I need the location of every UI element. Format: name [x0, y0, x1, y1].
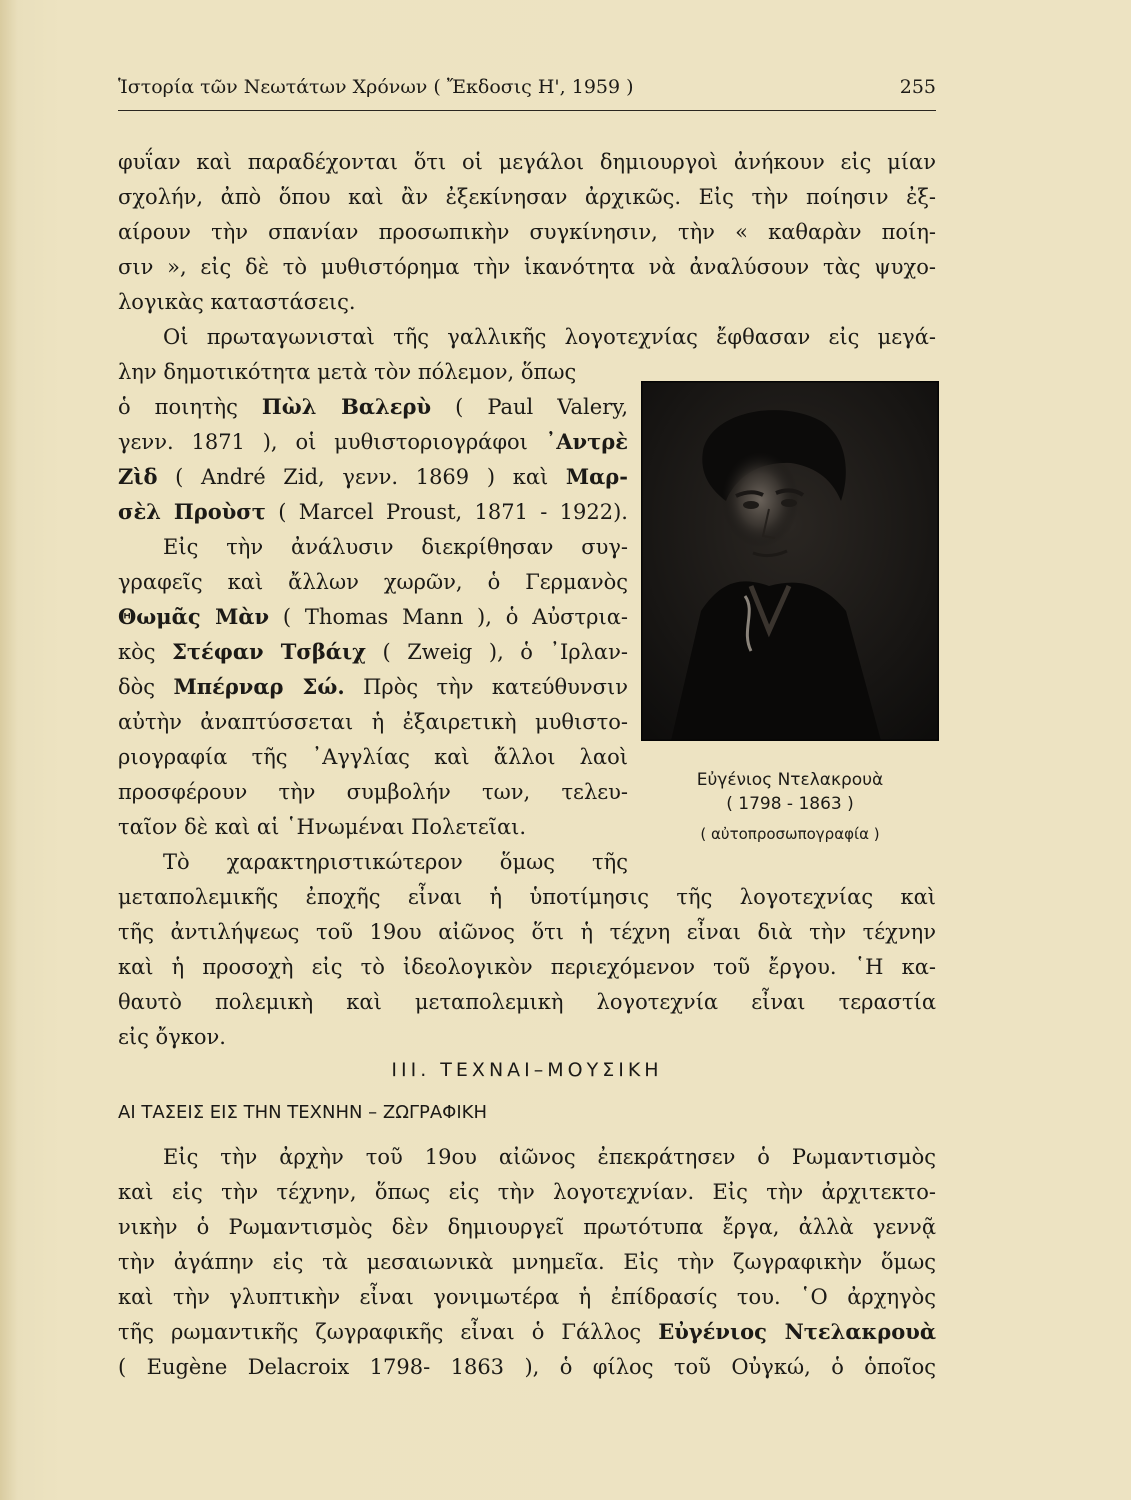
- text-line: γραφεῖς καὶ ἄλλων χωρῶν, ὁ Γερμανὸς: [118, 570, 628, 594]
- text-line: σχολήν, ἀπὸ ὅπου καὶ ἂν ἐξεκίνησαν ἀρχικῶς. Εἰς τὴν ποίησιν ἐξ-: [118, 185, 936, 209]
- text-line: ( Eugène Delacroix 1798- 1863 ), ὁ φίλος τοῦ Οὐγκώ, ὁ ὁποῖος: [118, 1355, 936, 1379]
- text-line: εἰς ὄγκον.: [118, 1025, 226, 1049]
- text-line: τῆς ἀντιλήψεως τοῦ 19ου αἰῶνος ὅτι ἡ τέχνη εἶναι διὰ τὴν τέχνην: [118, 920, 936, 944]
- name-zweig: Στέφαν Τσβάιχ: [172, 639, 366, 664]
- text-line: νικὴν ὁ Ρωμαντισμὸς δὲν δημιουργεῖ πρωτότυπα ἔργα, ἀλλὰ γεννᾷ: [118, 1215, 936, 1239]
- text-line: κὸς Στέφαν Τσβάιχ ( Zweig ), ὁ ᾿Ιρλαν-: [118, 639, 628, 664]
- page-number: 255: [899, 76, 936, 98]
- text-line: μεταπολεμικῆς ἐποχῆς εἶναι ἡ ὑποτίμησις τῆς λογοτεχνίας καὶ: [118, 885, 936, 909]
- text-line: Εἰς τὴν ἀρχὴν τοῦ 19ου αἰῶνος ἐπεκράτησεν ὁ Ρωμαντισμὸς: [163, 1145, 936, 1169]
- text-line: σὲλ Προὺστ ( Marcel Proust, 1871 - 1922).: [118, 499, 628, 524]
- section-subheading: ΑΙ ΤΑΣΕΙΣ ΕΙΣ ΤΗΝ ΤΕΧΝΗΝ – ΖΩΓΡΑΦΙΚΗ: [118, 1102, 487, 1123]
- name-delacroix: Εὐγένιος Ντελακρουὰ: [658, 1319, 936, 1344]
- text-line: αίρουν τὴν σπανίαν προσωπικὴν συγκίνησιν, τὴν « καθαρὰν ποίη-: [118, 220, 936, 244]
- caption-dates: ( 1798 - 1863 ): [726, 794, 854, 814]
- name-mann: Θωμᾶς Μὰν: [118, 604, 270, 629]
- text-line: Τὸ χαρακτηριστικώτερον ὅμως τῆς: [163, 850, 628, 874]
- running-title: Ἱστορία τῶν Νεωτάτων Χρόνων ( Ἔκδοσις Η', 1959 ): [118, 76, 634, 98]
- text-line: τῆς ρωμαντικῆς ζωγραφικῆς εἶναι ὁ Γάλλος Εὐγένιος Ντελακρουὰ: [118, 1319, 936, 1344]
- name-shaw: Μπέρναρ Σώ.: [173, 674, 345, 699]
- text-line: τὴν ἀγάπην εἰς τὰ μεσαιωνικὰ μνημεῖα. Εἰς τὴν ζωγραφικὴν ὅμως: [118, 1250, 936, 1274]
- text-line: φυΐαν καὶ παραδέχονται ὅτι οἱ μεγάλοι δημιουργοὶ ἀνήκουν εἰς μίαν: [118, 150, 936, 174]
- text-line: Οἱ πρωταγωνισταὶ τῆς γαλλικῆς λογοτεχνίας ἔφθασαν εἰς μεγά-: [163, 325, 936, 349]
- text-line: λογικὰς καταστάσεις.: [118, 290, 356, 314]
- name-valery: Πὼλ Βαλερὺ: [261, 394, 432, 419]
- caption-name: Εὐγένιος Ντελακρουὰ: [696, 770, 884, 790]
- caption-note: ( αὐτοπροσωπογραφία ): [700, 825, 880, 843]
- text-line: καὶ τὴν γλυπτικὴν εἶναι γονιμωτέρα ἡ ἐπίδρασίς του. ῾Ο ἀρχηγὸς: [118, 1285, 936, 1309]
- text-line: καὶ ἡ προσοχὴ εἰς τὸ ἰδεολογικὸν περιεχόμενον τοῦ ἔργου. ῾Η κα-: [118, 955, 936, 979]
- text-line: σιν », εἰς δὲ τὸ μυθιστόρημα τὴν ἱκανότητα νὰ ἀναλύσουν τὰς ψυχο-: [118, 255, 936, 279]
- header-rule: [118, 110, 936, 111]
- text-line: ριογραφία τῆς ᾿Αγγλίας καὶ ἄλλοι λαοὶ: [118, 745, 628, 769]
- text-line: λην δημοτικότητα μετὰ τὸν πόλεμον, ὅπως: [118, 360, 577, 384]
- text-line: καὶ εἰς τὴν τέχνην, ὅπως εἰς τὴν λογοτεχνίαν. Εἰς τὴν ἀρχιτεκτο-: [118, 1180, 936, 1204]
- portrait-drawing: [641, 381, 939, 741]
- name-gide: ᾿Αντρὲ: [545, 429, 628, 454]
- text-line: Θωμᾶς Μὰν ( Thomas Mann ), ὁ Αὐστρια-: [118, 604, 628, 629]
- text-line: προσφέρουν τὴν συμβολήν των, τελευ-: [118, 780, 628, 804]
- text-line: δὸς Μπέρναρ Σώ. Πρὸς τὴν κατεύθυνσιν: [118, 674, 628, 699]
- name-proust: Μαρ-: [565, 464, 628, 489]
- text-line: ὁ ποιητὴς Πὼλ Βαλερὺ ( Paul Valery,: [118, 394, 628, 419]
- text-line: Ζὶδ ( André Zid, γενν. 1869 ) καὶ Μαρ-: [118, 464, 628, 489]
- text-line: γενν. 1871 ), οἱ μυθιστοριογράφοι ᾿Αντρὲ: [118, 429, 628, 454]
- text-line: αὐτὴν ἀναπτύσσεται ἡ ἐξαιρετικὴ μυθιστο-: [118, 710, 628, 734]
- text-line: Εἰς τὴν ἀνάλυσιν διεκρίθησαν συγ-: [163, 535, 628, 559]
- text-line: θαυτὸ πολεμικὴ καὶ μεταπολεμικὴ λογοτεχνία εἶναι τεραστία: [118, 990, 936, 1014]
- portrait-image: [641, 381, 939, 741]
- section-heading: ΙΙΙ. ΤΕΧΝΑΙ–ΜΟΥΣΙΚΗ: [391, 1059, 663, 1081]
- text-line: ταῖον δὲ καὶ αἱ ῾Ηνωμέναι Πολετεῖαι.: [118, 815, 527, 839]
